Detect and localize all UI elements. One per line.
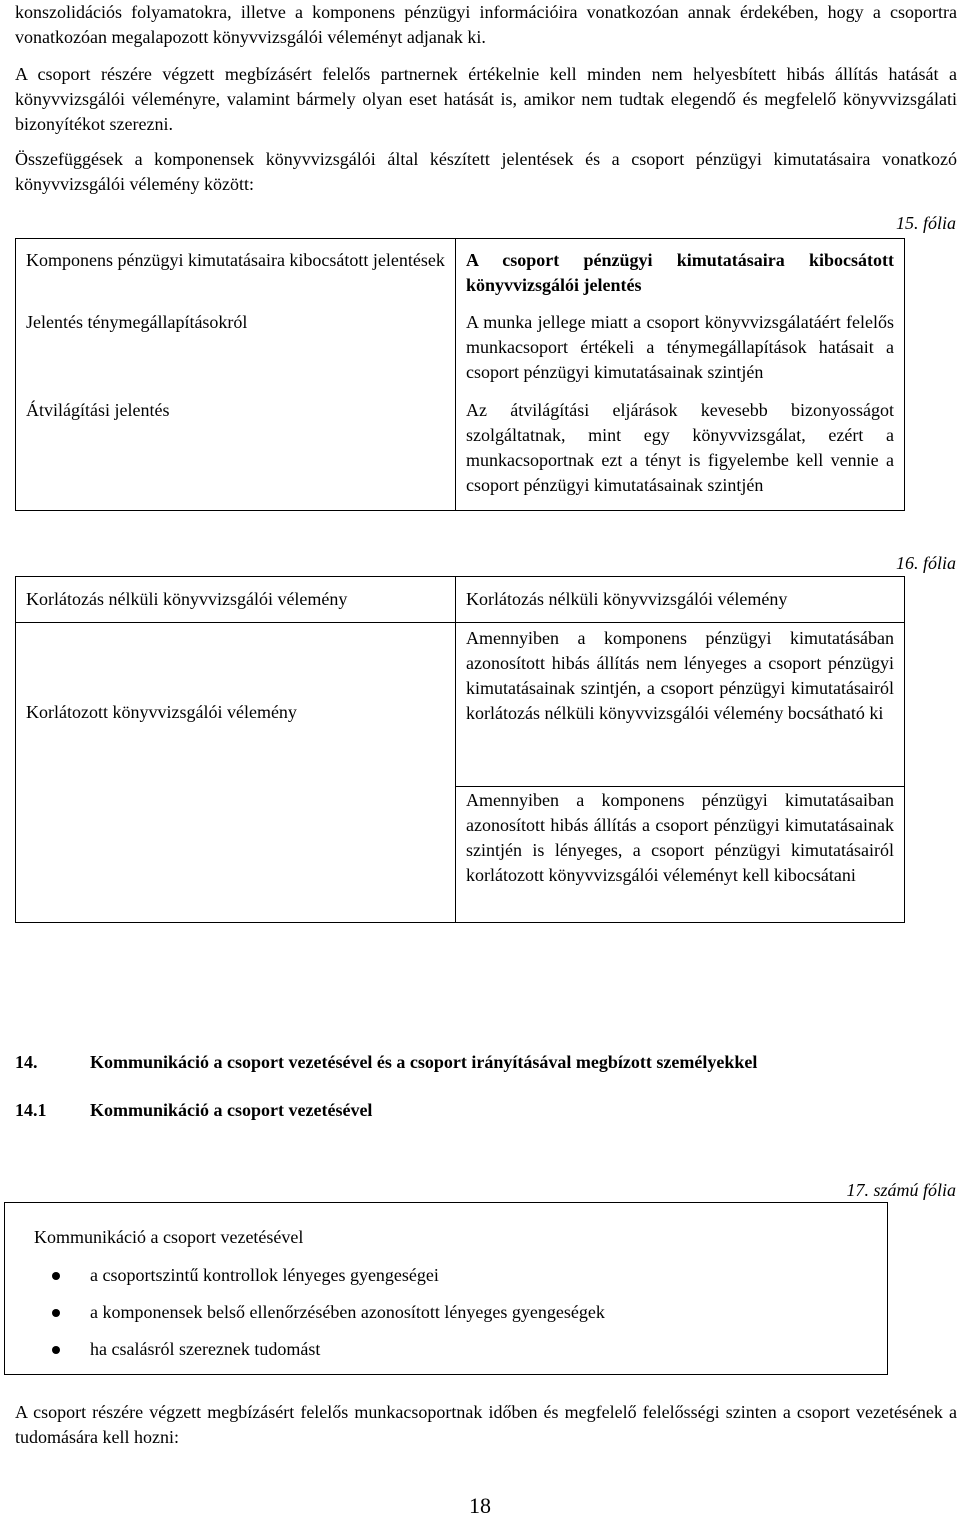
intro-paragraph-2: A csoport részére végzett megbízásért felelős partnernek értékelnie kell minden nem helyesbített hibás állítás hatását a könyvvizsgálói véleményre, valamint bármely olyan eset hatását is, amikor nem tudtak elegendő és megfelelő könyvvizsgálati bizonyítékot szerezni. (15, 64, 957, 134)
slide-16-row2-left: Korlátozott könyvvizsgálói vélemény (26, 702, 297, 722)
slide-15-table (15, 238, 905, 511)
slide-16-row2-right-a: Amennyiben a komponens pénzügyi kimutatásában azonosított hibás állítás nem lényeges a csoport pénzügyi kimutatásainak szintjén, a csoport pénzügyi kimutatásairól korlátozás nélküli könyvvizsgálói vélemény bocsátható ki (466, 628, 894, 723)
slide-15-row3-left: Átvilágítási jelentés (26, 400, 170, 420)
slide-17-label: 17. számú fólia (846, 1180, 956, 1200)
slide-15-row2-right: A munka jellege miatt a csoport könyvvizsgálatáért felelős munkacsoport értékeli a ténymegállapítások hatásait a csoport pénzügyi kimutatásainak szintjén (466, 312, 894, 382)
slide-15-row1-right: A csoport pénzügyi kimutatásaira kibocsátott könyvvizsgálói jelentés (466, 250, 894, 295)
heading-14 (15, 1050, 757, 1075)
slide-15-row1-left: Komponens pénzügyi kimutatásaira kibocsátott jelentések (26, 250, 445, 270)
intro-paragraph-1: konszolidációs folyamatokra, illetve a komponens pénzügyi információira vonatkozóan annak érdekében, hogy a csoportra vonatkozóan megalapozott könyvvizsgálói véleményt adjanak ki. (15, 2, 957, 47)
slide-15-row3-right: Az átvilágítási eljárások kevesebb bizonyosságot szolgáltatnak, mint egy könyvvizsgálat, ezért a munkacsoportnak ezt a tényt is figyelembe kell vennie a csoport pénzügyi kimutatásainak szintjén (466, 400, 894, 495)
heading-14-1-number: 14.1 (15, 1100, 47, 1120)
heading-14-text: Kommunikáció a csoport vezetésével és a csoport irányításával megbízott személyekkel (90, 1052, 758, 1072)
slide-16-right-row-divider-2 (455, 786, 904, 787)
bullet-icon (52, 1309, 60, 1317)
slide-17-box: Kommunikáció a csoport vezetésével a csoportszintű kontrollok lényeges gyengeségei a komponensek belső ellenőrzésében azonosított lényeges gyengeségek ha csalásról szereznek tudomást (4, 1202, 888, 1375)
page-number: 18 (469, 1493, 491, 1518)
slide-16-right-row-divider-1 (455, 622, 904, 623)
slide-16-table (15, 576, 905, 923)
bullet-icon (52, 1272, 60, 1280)
closing-paragraph: A csoport részére végzett megbízásért felelős munkacsoportnak időben és megfelelő felelősségi szinten a csoport vezetésének a tudomására kell hozni: (15, 1402, 957, 1447)
slide-15-label: 15. fólia (895, 213, 956, 233)
slide-16-row1-right: Korlátozás nélküli könyvvizsgálói vélemény (466, 589, 788, 609)
slide-17-title: Kommunikáció a csoport vezetésével (34, 1227, 304, 1247)
bullet-icon (52, 1346, 60, 1354)
slide-16-label: 16. fólia (895, 553, 956, 573)
slide-16-row1-left: Korlátozás nélküli könyvvizsgálói vélemény (26, 589, 348, 609)
heading-14-1 (15, 1098, 372, 1123)
intro-paragraph-3: Összefüggések a komponensek könyvvizsgálói által készített jelentések és a csoport pénzügyi kimutatásaira vonatkozó könyvvizsgálói vélemény között: (15, 149, 957, 194)
slide-15-row2-left: Jelentés ténymegállapításokról (26, 312, 248, 332)
slide-16-row2-right-b: Amennyiben a komponens pénzügyi kimutatásaiban azonosított hibás állítás a csoport pénzügyi kimutatásainak szintjén is lényeges, a csoport pénzügyi kimutatásairól korlátozott könyvvizsgálói véleményt kell kibocsátani (466, 790, 894, 885)
heading-14-1-text: Kommunikáció a csoport vezetésével (90, 1100, 373, 1120)
heading-14-number: 14. (15, 1052, 38, 1072)
